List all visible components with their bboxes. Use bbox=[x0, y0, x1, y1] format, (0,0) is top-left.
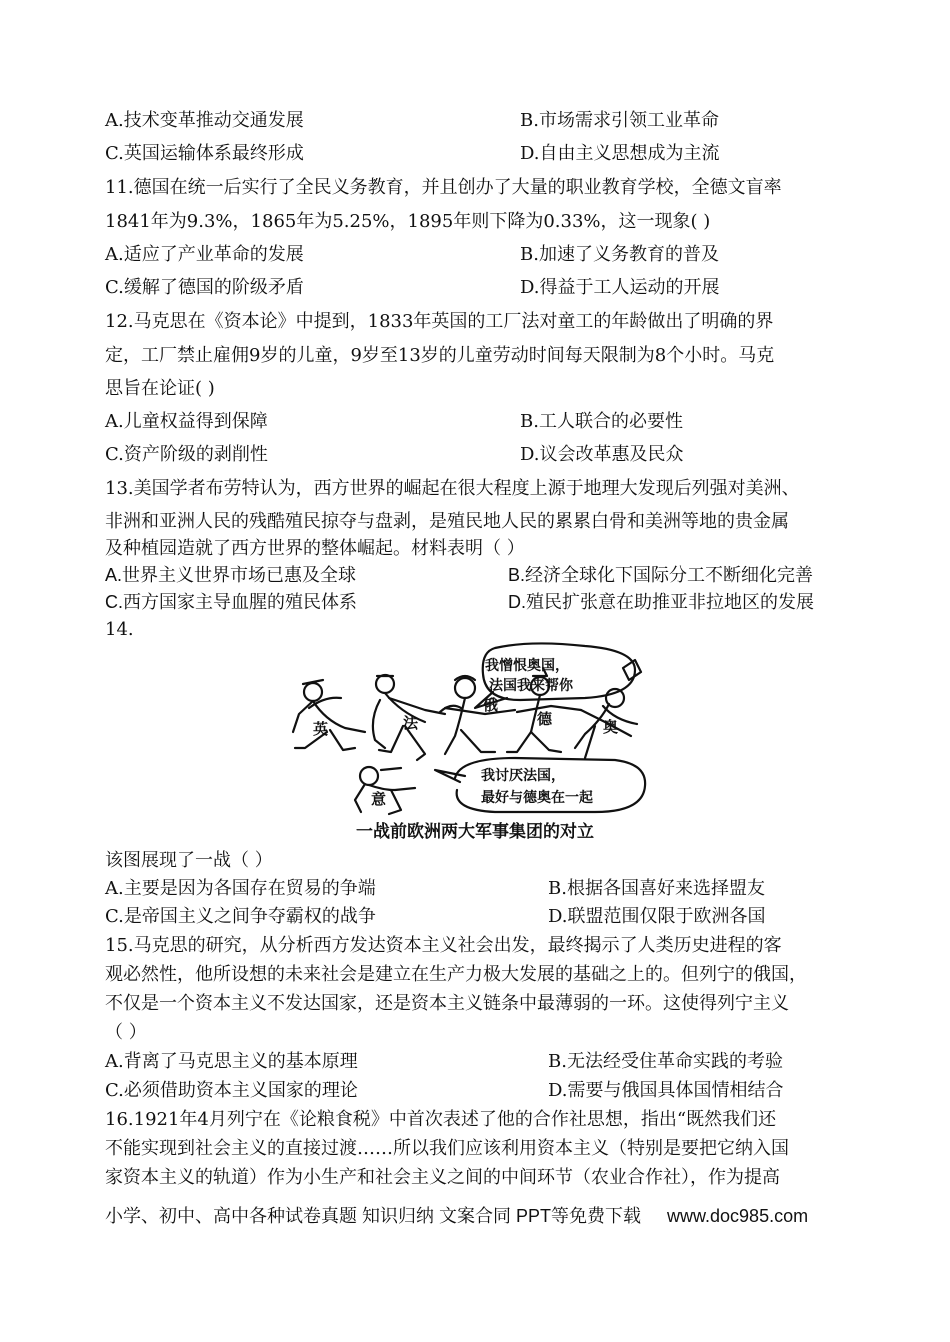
q13-option-a: A.世界主义世界市场已惠及全球 bbox=[105, 565, 357, 585]
q12-option-a: A.儿童权益得到保障 bbox=[105, 411, 268, 432]
q15-option-c: C.必须借助资本主义国家的理论 bbox=[105, 1080, 358, 1101]
q11-option-d: D.得益于工人运动的开展 bbox=[520, 277, 720, 298]
q11-option-a: A.适应了产业革命的发展 bbox=[105, 244, 304, 265]
footer-url-link[interactable]: www.doc985.com bbox=[667, 1206, 809, 1226]
q15-option-a: A.背离了马克思主义的基本原理 bbox=[105, 1051, 358, 1072]
alliance-cartoon bbox=[285, 640, 665, 818]
bubble-bottom-line2: 最好与德奥在一起 bbox=[481, 790, 593, 806]
q15-stem-line4: （ ） bbox=[105, 1022, 147, 1043]
q12-option-c: C.资产阶级的剥削性 bbox=[105, 444, 268, 465]
figure-russia-head bbox=[455, 678, 475, 698]
label-france: 法 bbox=[403, 714, 419, 732]
q16-stem-line3: 家资本主义的轨道）作为小生产和社会主义之间的中间环节（农业合作社），作为提高 bbox=[105, 1167, 780, 1188]
alliance-cartoon-drawing bbox=[285, 640, 665, 818]
q15-option-b: B.无法经受住革命实践的考验 bbox=[548, 1051, 783, 1072]
q16-stem-line1: 16.1921年4月列宁在《论粮食税》中首次表述了他的合作社思想，指出“既然我们还 bbox=[105, 1109, 777, 1130]
q13-stem-line2: 非洲和亚洲人民的残酷殖民掠夺与盘剥，是殖民地人民的累累白骨和美洲等地的贵金属 bbox=[105, 511, 789, 532]
q16-stem-line2: 不能实现到社会主义的直接过渡……所以我们应该利用资本主义（特别是要把它纳入国 bbox=[105, 1138, 789, 1159]
q11-option-b: B.加速了义务教育的普及 bbox=[520, 244, 719, 265]
label-russia: 俄 bbox=[483, 696, 499, 714]
q10-option-b: B.市场需求引领工业革命 bbox=[520, 110, 719, 131]
q12-stem-line3: 思旨在论证( ) bbox=[105, 378, 215, 399]
q14-number: 14. bbox=[105, 619, 134, 640]
q13-stem-line3: 及种植园造就了西方世界的整体崛起。材料表明（ ） bbox=[105, 538, 525, 559]
q14-option-d: D.联盟范围仅限于欧洲各国 bbox=[548, 906, 766, 927]
q10-option-c: C.英国运输体系最终形成 bbox=[105, 143, 304, 164]
q11-stem-line1: 11.德国在统一后实行了全民义务教育，并且创办了大量的职业教育学校，全德文盲率 bbox=[105, 177, 782, 198]
q10-option-d: D.自由主义思想成为主流 bbox=[520, 143, 720, 164]
footer-text: 小学、初中、高中各种试卷真题 知识归纳 文案合同 PPT等免费下载 bbox=[105, 1206, 642, 1226]
q14-option-b: B.根据各国喜好来选择盟友 bbox=[548, 878, 765, 899]
q12-stem-line1: 12.马克思在《资本论》中提到，1833年英国的工厂法对童工的年龄做出了明确的界 bbox=[105, 311, 774, 332]
figure-france-head bbox=[376, 675, 394, 693]
q13-stem-line1: 13.美国学者布劳特认为，西方世界的崛起在很大程度上源于地理大发现后列强对美洲、 bbox=[105, 478, 800, 499]
q11-option-c: C.缓解了德国的阶级矛盾 bbox=[105, 277, 304, 298]
q14-option-a: A.主要是因为各国存在贸易的争端 bbox=[105, 878, 376, 899]
label-germany: 德 bbox=[537, 710, 553, 728]
figure-england-head bbox=[304, 683, 322, 701]
q14-option-c: C.是帝国主义之间争夺霸权的战争 bbox=[105, 906, 376, 927]
figure-italy-head bbox=[360, 767, 378, 785]
q13-option-c: C.西方国家主导血腥的殖民体系 bbox=[105, 592, 357, 612]
q14-stem: 该图展现了一战（ ） bbox=[105, 850, 273, 871]
bubble-top-line2: 法国我来帮你 bbox=[489, 678, 573, 694]
bubble-bottom-line1: 我讨厌法国， bbox=[481, 768, 565, 784]
figure-caption: 一战前欧洲两大军事集团的对立 bbox=[356, 822, 594, 842]
page-footer bbox=[105, 1204, 808, 1228]
q15-stem-line1: 15.马克思的研究，从分析西方发达资本主义社会出发，最终揭示了人类历史进程的客 bbox=[105, 935, 782, 956]
q12-option-d: D.议会改革惠及民众 bbox=[520, 444, 684, 465]
q15-stem-line2: 观必然性，他所设想的未来社会是建立在生产力极大发展的基础之上的。但列宁的俄国， bbox=[105, 964, 807, 985]
q15-option-d: D.需要与俄国具体国情相结合 bbox=[548, 1080, 784, 1101]
q10-option-a: A.技术变革推动交通发展 bbox=[105, 110, 304, 131]
q13-option-d: D.殖民扩张意在助推亚非拉地区的发展 bbox=[508, 592, 814, 612]
q12-option-b: B.工人联合的必要性 bbox=[520, 411, 683, 432]
label-italy: 意 bbox=[371, 790, 387, 808]
q11-stem-line2: 1841年为9.3%，1865年为5.25%，1895年则下降为0.33%，这一现象( ) bbox=[105, 211, 711, 232]
bubble-top-line1: 我憎恨奥国， bbox=[485, 658, 569, 674]
q12-stem-line2: 定，工厂禁止雇佣9岁的儿童，9岁至13岁的儿童劳动时间每天限制为8个小时。马克 bbox=[105, 345, 775, 366]
q15-stem-line3: 不仅是一个资本主义不发达国家，还是资本主义链条中最薄弱的一环。这使得列宁主义 bbox=[105, 993, 789, 1014]
label-austria: 奥 bbox=[603, 718, 619, 736]
label-england: 英 bbox=[313, 720, 329, 738]
q13-option-b: B.经济全球化下国际分工不断细化完善 bbox=[508, 565, 814, 585]
